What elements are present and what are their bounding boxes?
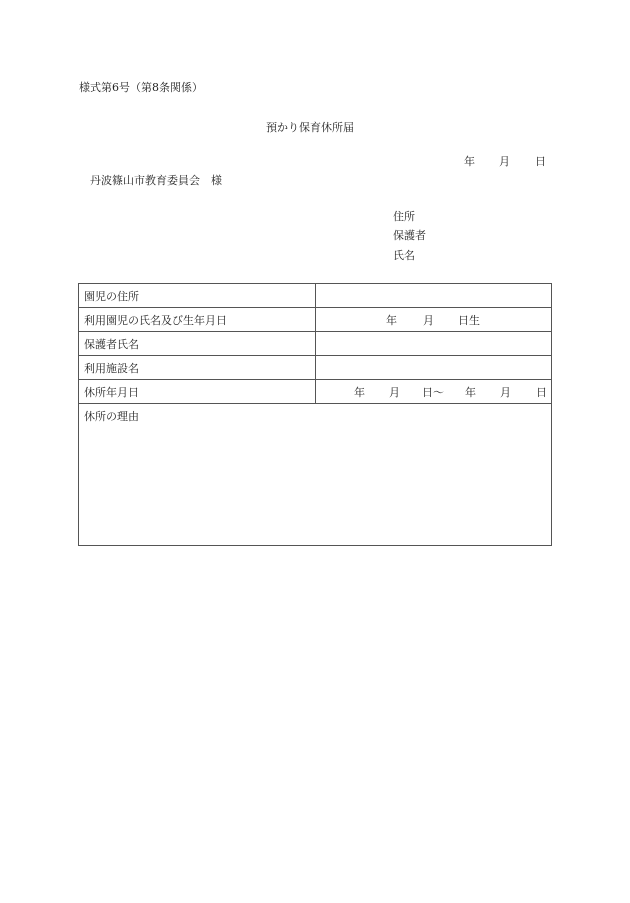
table-row <box>79 284 552 308</box>
facility-name-field[interactable] <box>316 356 552 380</box>
birth-year: 年 <box>386 313 397 327</box>
from-year: 年 <box>354 385 365 399</box>
birth-day: 日生 <box>458 313 480 327</box>
form-number: 様式第6号（第8条関係） <box>79 81 203 94</box>
row-label: 園児の住所 <box>79 284 316 308</box>
table-row <box>79 404 552 546</box>
guardian-label: 保護者 <box>393 229 426 242</box>
date-month: 月 <box>499 155 510 168</box>
from-day: 日〜 <box>422 385 444 399</box>
name-label: 氏名 <box>393 249 415 262</box>
date-year: 年 <box>464 155 475 168</box>
table-row <box>79 380 552 404</box>
to-month: 月 <box>500 385 511 399</box>
row-label: 保護者氏名 <box>79 332 316 356</box>
date-day: 日 <box>535 155 546 168</box>
leave-period-field[interactable] <box>316 380 552 404</box>
row-label: 休所年月日 <box>79 380 316 404</box>
leave-reason-field[interactable] <box>79 404 552 546</box>
birth-month: 月 <box>423 313 434 327</box>
table-row <box>79 356 552 380</box>
row-label: 休所の理由 <box>84 410 139 423</box>
addressee: 丹波篠山市教育委員会 様 <box>90 174 222 187</box>
row-label: 利用園児の氏名及び生年月日 <box>79 308 316 332</box>
to-day: 日 <box>536 385 547 399</box>
application-table <box>78 283 552 546</box>
page-title: 預かり保育休所届 <box>266 121 354 134</box>
to-year: 年 <box>465 385 476 399</box>
child-address-field[interactable] <box>316 284 552 308</box>
address-label: 住所 <box>393 210 415 223</box>
guardian-name-field[interactable] <box>316 332 552 356</box>
child-name-birthdate-field[interactable] <box>316 308 552 332</box>
from-month: 月 <box>389 385 400 399</box>
row-label: 利用施設名 <box>79 356 316 380</box>
table-row <box>79 308 552 332</box>
table-row <box>79 332 552 356</box>
